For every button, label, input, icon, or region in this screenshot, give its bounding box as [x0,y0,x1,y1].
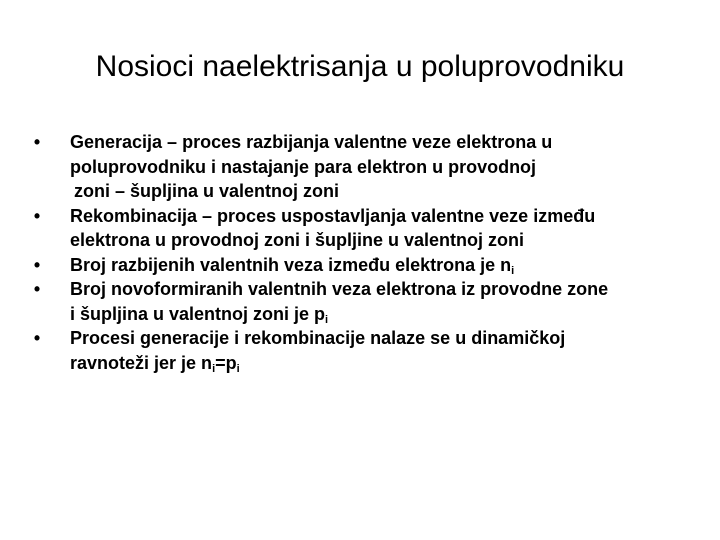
list-item [30,277,670,326]
subscript: i [212,362,216,375]
list-item [30,326,670,375]
bullet-text: zoni – šupljina u valentnoj zoni [74,181,340,201]
list-item [30,130,670,204]
bullet-marker: • [33,279,41,299]
bullet-text [70,253,670,278]
list-item [30,204,670,253]
bullet-text: poluprovodniku i nastajanje para elektron u provodnoj [70,156,537,177]
bullet-text-equals: =p [215,352,237,373]
subscript: i [325,313,329,326]
bullet-text-main: i šupljina u valentnoj zoni je p [70,303,326,324]
bullet-marker: • [33,254,41,275]
bullet-text: Broj novoformiranih valentnih veza elektrona iz provodne zone [70,279,609,299]
bullet-marker: • [33,132,41,152]
bullet-text: Procesi generacije i rekombinacije nalaze se u dinamičkoj [70,328,566,348]
subscript: i [236,362,240,375]
subscript: i [511,264,515,277]
bullet-text: Generacija – proces razbijanja valentne veze elektrona u [70,132,553,152]
bullet-text [70,302,670,327]
bullet-text [70,351,670,376]
bullet-text: Rekombinacija – proces uspostavljanja valentne veze između [70,205,596,226]
slide-title: Nosioci naelektrisanja u poluprovodniku [95,50,625,83]
bullet-marker: • [33,205,41,226]
bullet-text-main: ravnoteži jer je n [70,352,213,373]
bullet-text-main: Broj razbijenih valentnih veza između elektrona je n [70,254,512,275]
list-item [30,253,670,278]
bullet-text: elektrona u provodnoj zoni i šupljine u valentnoj zoni [70,230,525,250]
bullet-list [30,130,670,375]
bullet-marker: • [33,328,41,348]
